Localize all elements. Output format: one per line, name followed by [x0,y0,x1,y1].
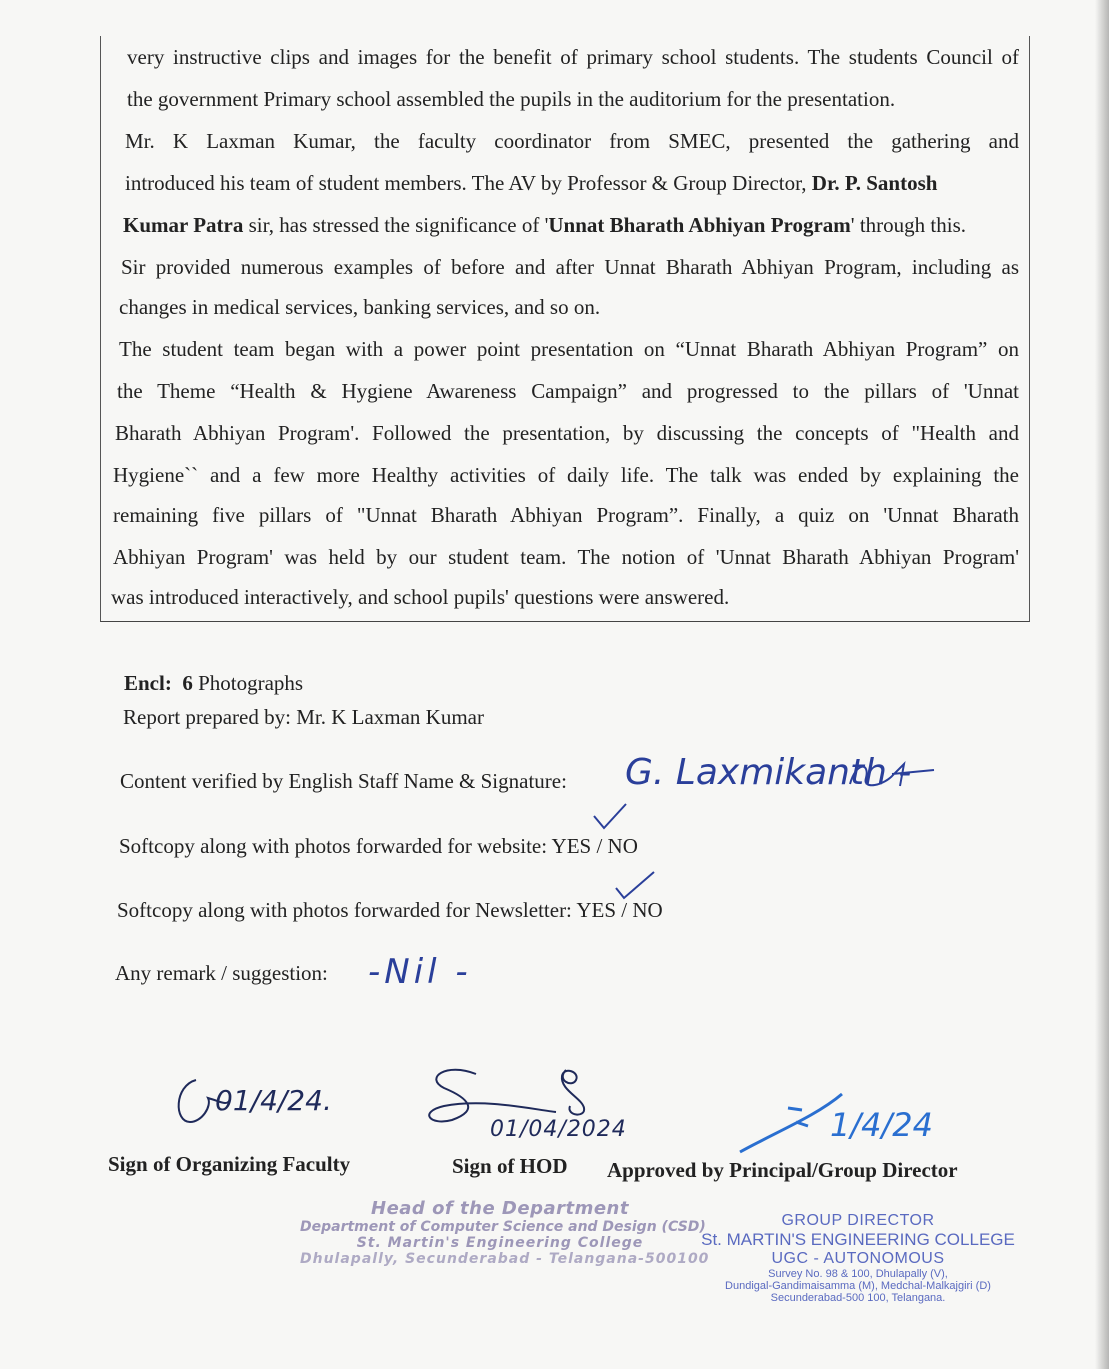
report-line-8: The student team began with a power point presentation on “Unnat Bharath Abhiyan Program” on [119,337,1019,361]
report-line-14: was introduced interactively, and school pupils' questions were answered. [111,585,730,609]
content-verified-label: Content verified by English Staff Name & Signature: [120,769,567,793]
report-line-12: remaining five pillars of "Unnat Bharath Abhiyan Program”. Finally, a quiz on 'Unnat Bharath [113,503,1019,527]
director-stamp-address-3: Secunderabad-500 100, Telangana. [770,1292,946,1304]
softcopy-newsletter: Softcopy along with photos forwarded for Newsletter: YES / NO [117,898,663,922]
director-stamp-title: GROUP DIRECTOR [781,1212,935,1229]
remark-handwritten: -Nil - [368,952,472,992]
report-line-5 [123,212,1019,238]
english-staff-signature-scribble [842,756,942,796]
page-edge-shadow [1095,0,1109,1369]
principal-signature-date: 1/4/24 [830,1106,933,1144]
hod-signature-date: 01/04/2024 [490,1117,627,1142]
report-line-4 [125,170,1019,196]
website-yes-checkmark-icon [590,800,630,834]
report-line-10: Bharath Abhiyan Program'. Followed the presentation, by discussing the concepts of "Health and [115,421,1019,445]
report-line-2: the government Primary school assembled the pupils in the auditorium for the presentation. [127,87,896,111]
prepared-by: Report prepared by: Mr. K Laxman Kumar [123,705,484,729]
director-stamp-college: St. MARTIN'S ENGINEERING COLLEGE [701,1230,1015,1249]
director-stamp-autonomous: UGC - AUTONOMOUS [771,1250,945,1267]
director-name-part2: Kumar Patra [123,213,244,237]
encl-text: Photographs [192,671,304,695]
report-line-3: Mr. K Laxman Kumar, the faculty coordinator from SMEC, presented the gathering and [125,129,1019,153]
approved-by-principal-label: Approved by Principal/Group Director [607,1158,958,1182]
encl-count: 6 [182,671,193,695]
report-line-1: very instructive clips and images for the benefit of primary school students. The students Council of [127,45,1019,69]
sign-hod-label: Sign of HOD [452,1154,568,1178]
encl-label: Encl: [124,671,172,695]
hod-stamp-department: Department of Computer Science and Design (CSD) [300,1219,706,1235]
report-line-9: the Theme “Health & Hygiene Awareness Campaign” and progressed to the pillars of 'Unnat [117,379,1019,403]
director-stamp-address-2: Dundigal-Gandimaisamma (M), Medchal-Malkajgiri (D) [725,1280,991,1292]
report-line-6: Sir provided numerous examples of before and after Unnat Bharath Abhiyan Program, including as [121,255,1019,279]
report-line-4-text: introduced his team of student members. The AV by Professor & Group Director, [125,171,807,195]
report-line-5-text-b: ' through this. [850,213,966,237]
report-line-5-text-a: sir, has stressed the significance of ' [243,213,549,237]
report-line-11: Hygiene`` and a few more Healthy activities of daily life. The talk was ended by explaining the [113,463,1019,487]
hod-stamp-address: Dhulapally, Secunderabad - Telangana-500100 [300,1251,710,1267]
report-line-7: changes in medical services, banking services, and so on. [119,295,601,319]
director-name-part1: Dr. P. Santosh [811,171,938,195]
faculty-signature-date: 01/4/24. [215,1084,332,1117]
report-text-box [100,36,1030,622]
remark-label: Any remark / suggestion: [115,961,328,985]
hod-department-stamp [300,1198,710,1267]
director-stamp-address-1: Survey No. 98 & 100, Dhulapally (V), [768,1268,948,1280]
enclosures [124,670,303,696]
report-line-13: Abhiyan Program' was held by our student team. The notion of 'Unnat Bharath Abhiyan Program' [113,545,1019,569]
sign-organizing-faculty-label: Sign of Organizing Faculty [108,1152,351,1176]
group-director-stamp [688,1212,1028,1304]
english-staff-signature-text: G. Laxmikanth - [625,752,912,793]
hod-stamp-title: Head of the Department [371,1198,629,1219]
program-name-bold: Unnat Bharath Abhiyan Program [548,213,851,237]
hod-stamp-college: St. Martin's Engineering College [356,1235,644,1251]
softcopy-website: Softcopy along with photos forwarded for website: YES / NO [119,834,638,858]
